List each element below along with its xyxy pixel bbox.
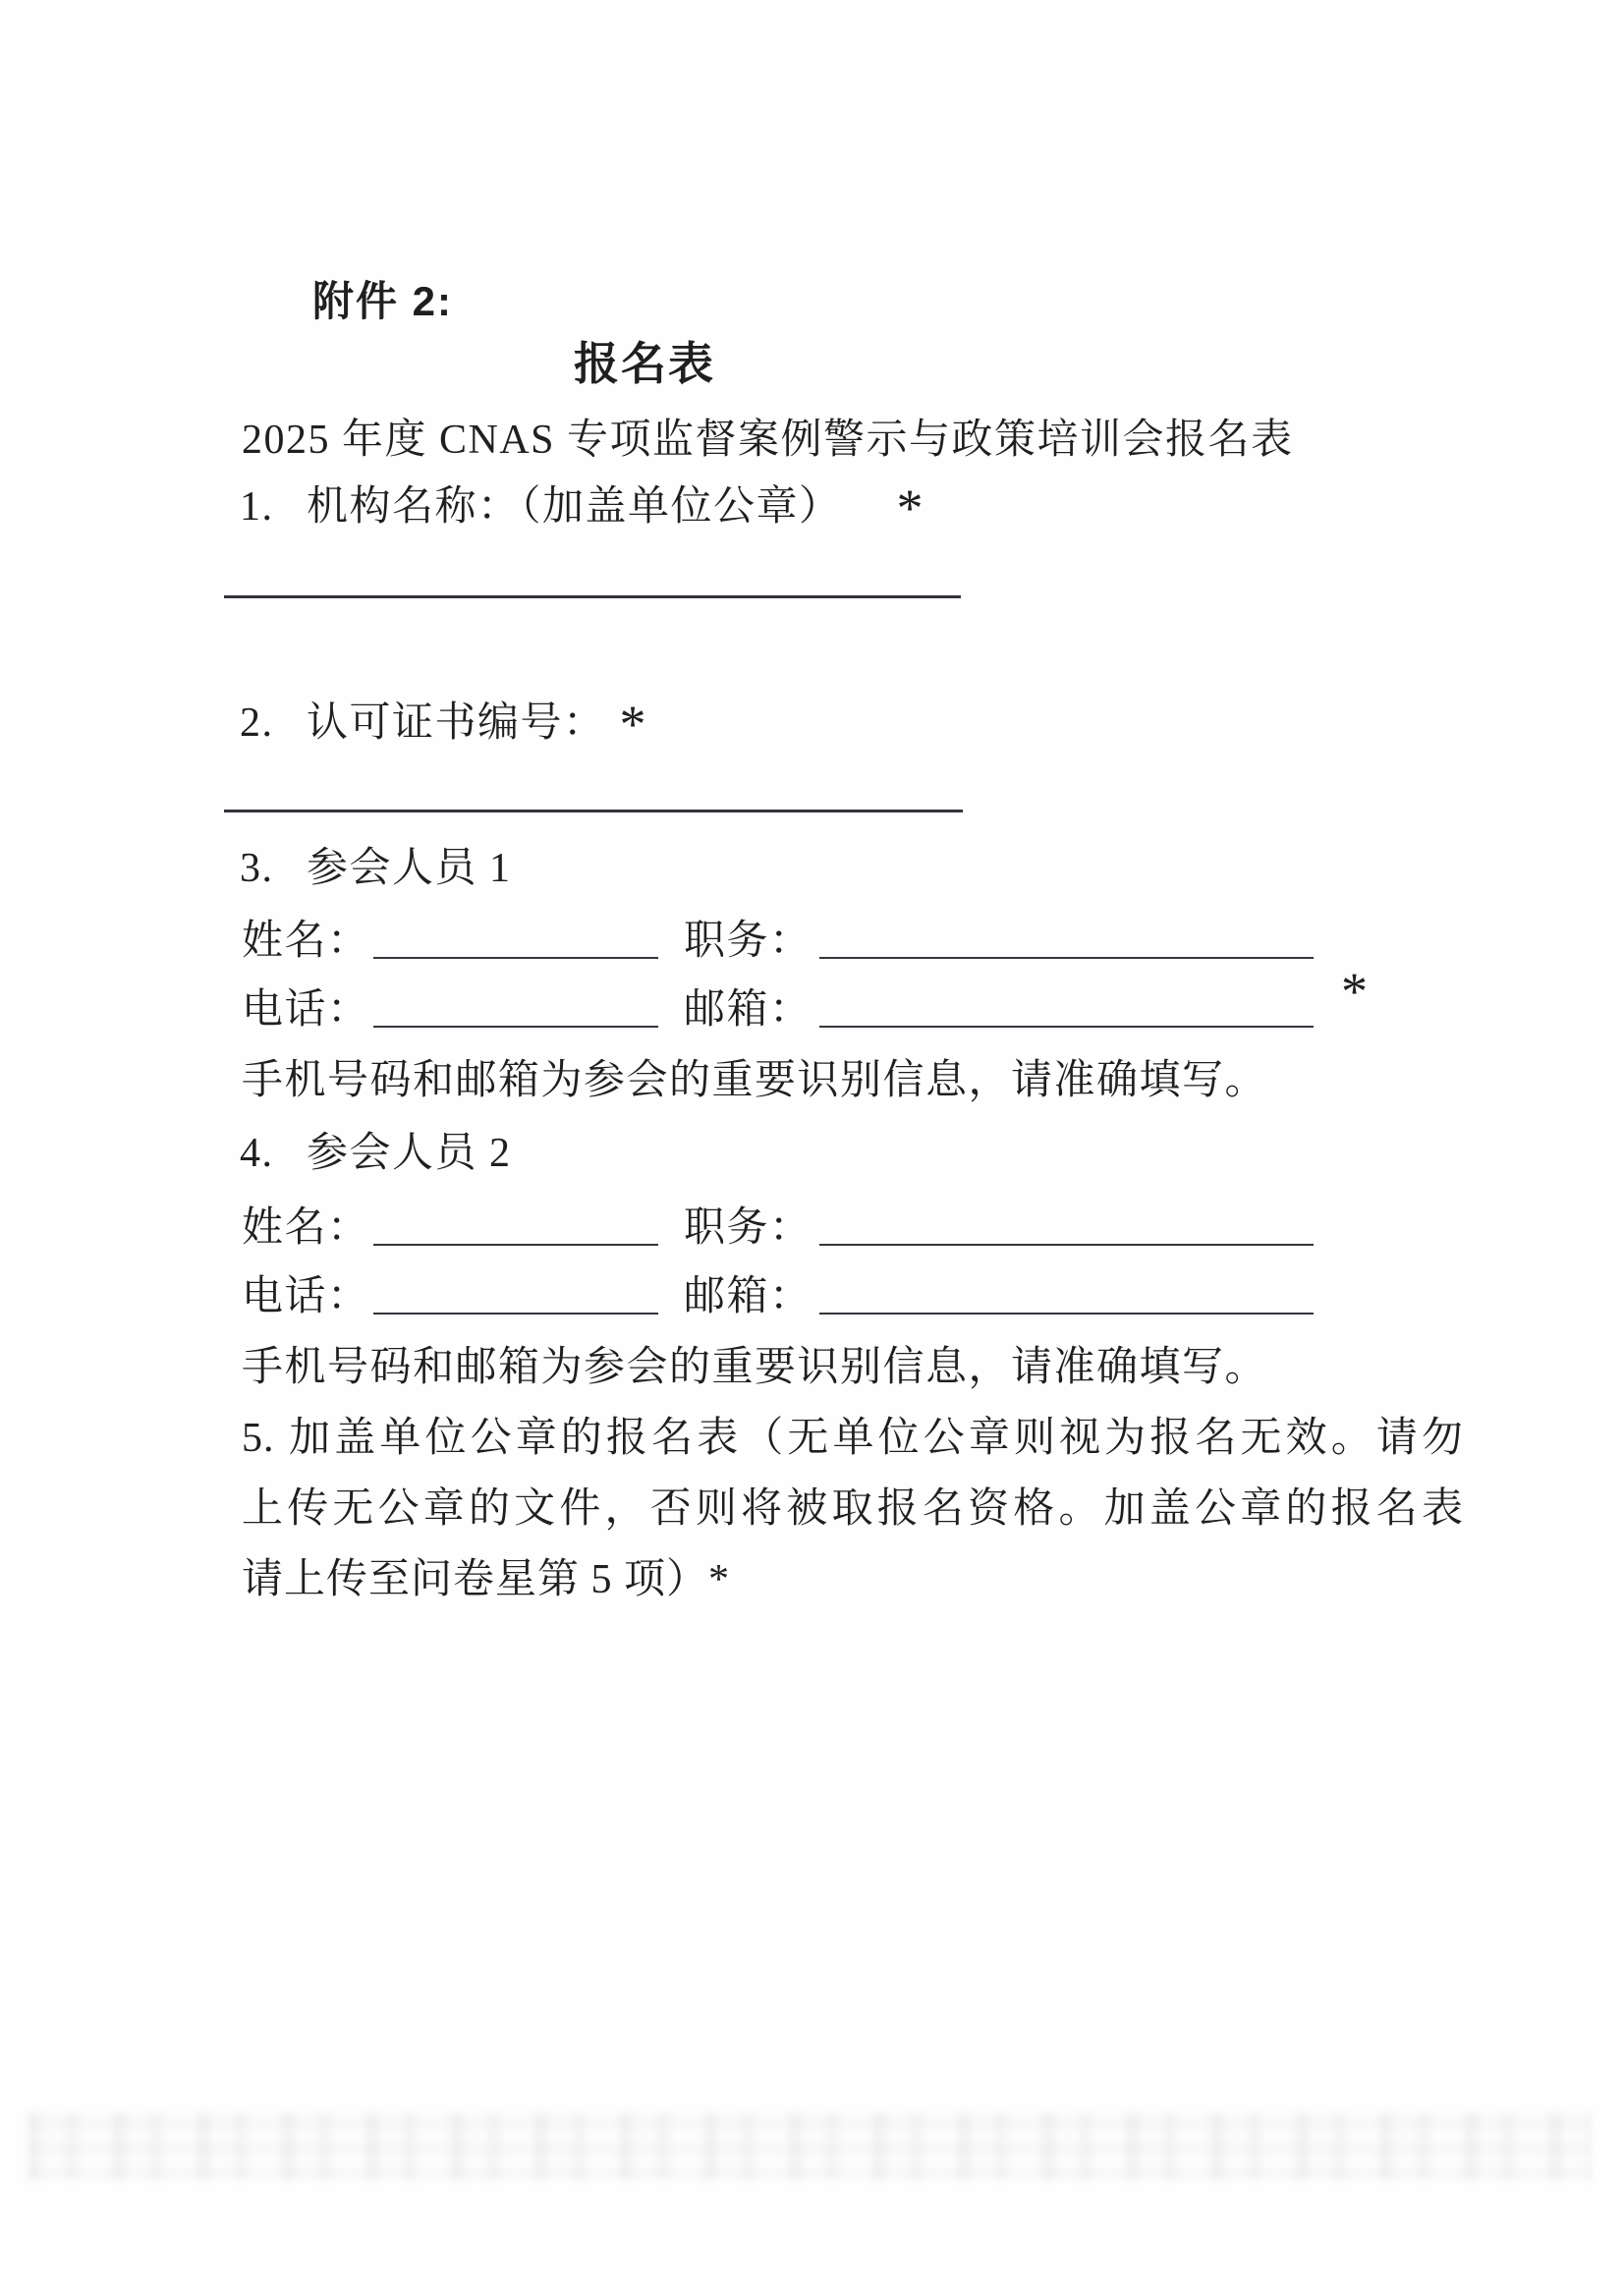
email-blank-field bbox=[819, 1271, 1314, 1315]
item-5-line-1: 5. 加盖单位公章的报名表（无单位公章则视为报名无效。请勿 bbox=[242, 1416, 1464, 1461]
item-4-number: 4. bbox=[240, 1131, 274, 1176]
item-2: 2. 认可证书编号： * bbox=[240, 695, 648, 754]
phone-label: 电话： bbox=[242, 987, 370, 1033]
name-label: 姓名： bbox=[242, 919, 370, 964]
form-subtitle: 2025 年度 CNAS 专项监督案例警示与政策培训会报名表 bbox=[242, 418, 1294, 463]
item-4 bbox=[240, 1128, 512, 1179]
item-5-line-2: 上传无公章的文件，否则将被取报名资格。加盖公章的报名表 bbox=[242, 1486, 1464, 1532]
contact-note-1: 手机号码和邮箱为参会的重要识别信息，请准确填写。 bbox=[242, 1058, 1268, 1103]
attendee-2-phone-row bbox=[242, 1271, 1314, 1326]
position-label: 职务： bbox=[684, 919, 812, 964]
item-3-label: 参会人员 1 bbox=[307, 846, 512, 891]
position-label: 职务： bbox=[684, 1205, 812, 1251]
email-label: 邮箱： bbox=[684, 987, 812, 1033]
item-4-label: 参会人员 2 bbox=[307, 1131, 512, 1176]
attachment-label: 附件 2: bbox=[312, 278, 454, 324]
position-blank-field bbox=[819, 916, 1314, 959]
attendee-2-name-row bbox=[242, 1203, 1314, 1258]
item-3 bbox=[240, 843, 512, 894]
item-2-label: 认可证书编号： bbox=[307, 700, 606, 746]
phone-blank-field bbox=[373, 984, 658, 1028]
item-1: 1. 机构名称：（加盖单位公章） * bbox=[240, 478, 925, 537]
item-5-line-3: 请上传至问卷星第 5 项）* bbox=[242, 1557, 731, 1602]
name-blank-field bbox=[373, 916, 658, 959]
email-label: 邮箱： bbox=[684, 1274, 812, 1319]
name-label: 姓名： bbox=[242, 1205, 370, 1251]
item-2-blank-line bbox=[224, 810, 963, 812]
attendee-1-name-row bbox=[242, 916, 1314, 971]
item-3-number: 3. bbox=[240, 846, 274, 891]
item-1-label: 机构名称：（加盖单位公章） bbox=[307, 484, 842, 530]
phone-label: 电话： bbox=[242, 1274, 370, 1319]
form-title: 报名表 bbox=[574, 338, 715, 389]
name-blank-field bbox=[373, 1203, 658, 1246]
item-2-number: 2. bbox=[240, 700, 274, 746]
item-1-number: 1. bbox=[240, 484, 274, 530]
scan-artifact-band bbox=[28, 2112, 1592, 2179]
item-1-blank-line bbox=[224, 595, 961, 598]
email-blank-field bbox=[819, 984, 1314, 1028]
attendee-1-phone-row: 电话： 邮箱： * bbox=[242, 984, 1370, 1039]
phone-blank-field bbox=[373, 1271, 658, 1315]
contact-note-2: 手机号码和邮箱为参会的重要识别信息，请准确填写。 bbox=[242, 1345, 1268, 1390]
position-blank-field bbox=[819, 1203, 1314, 1246]
